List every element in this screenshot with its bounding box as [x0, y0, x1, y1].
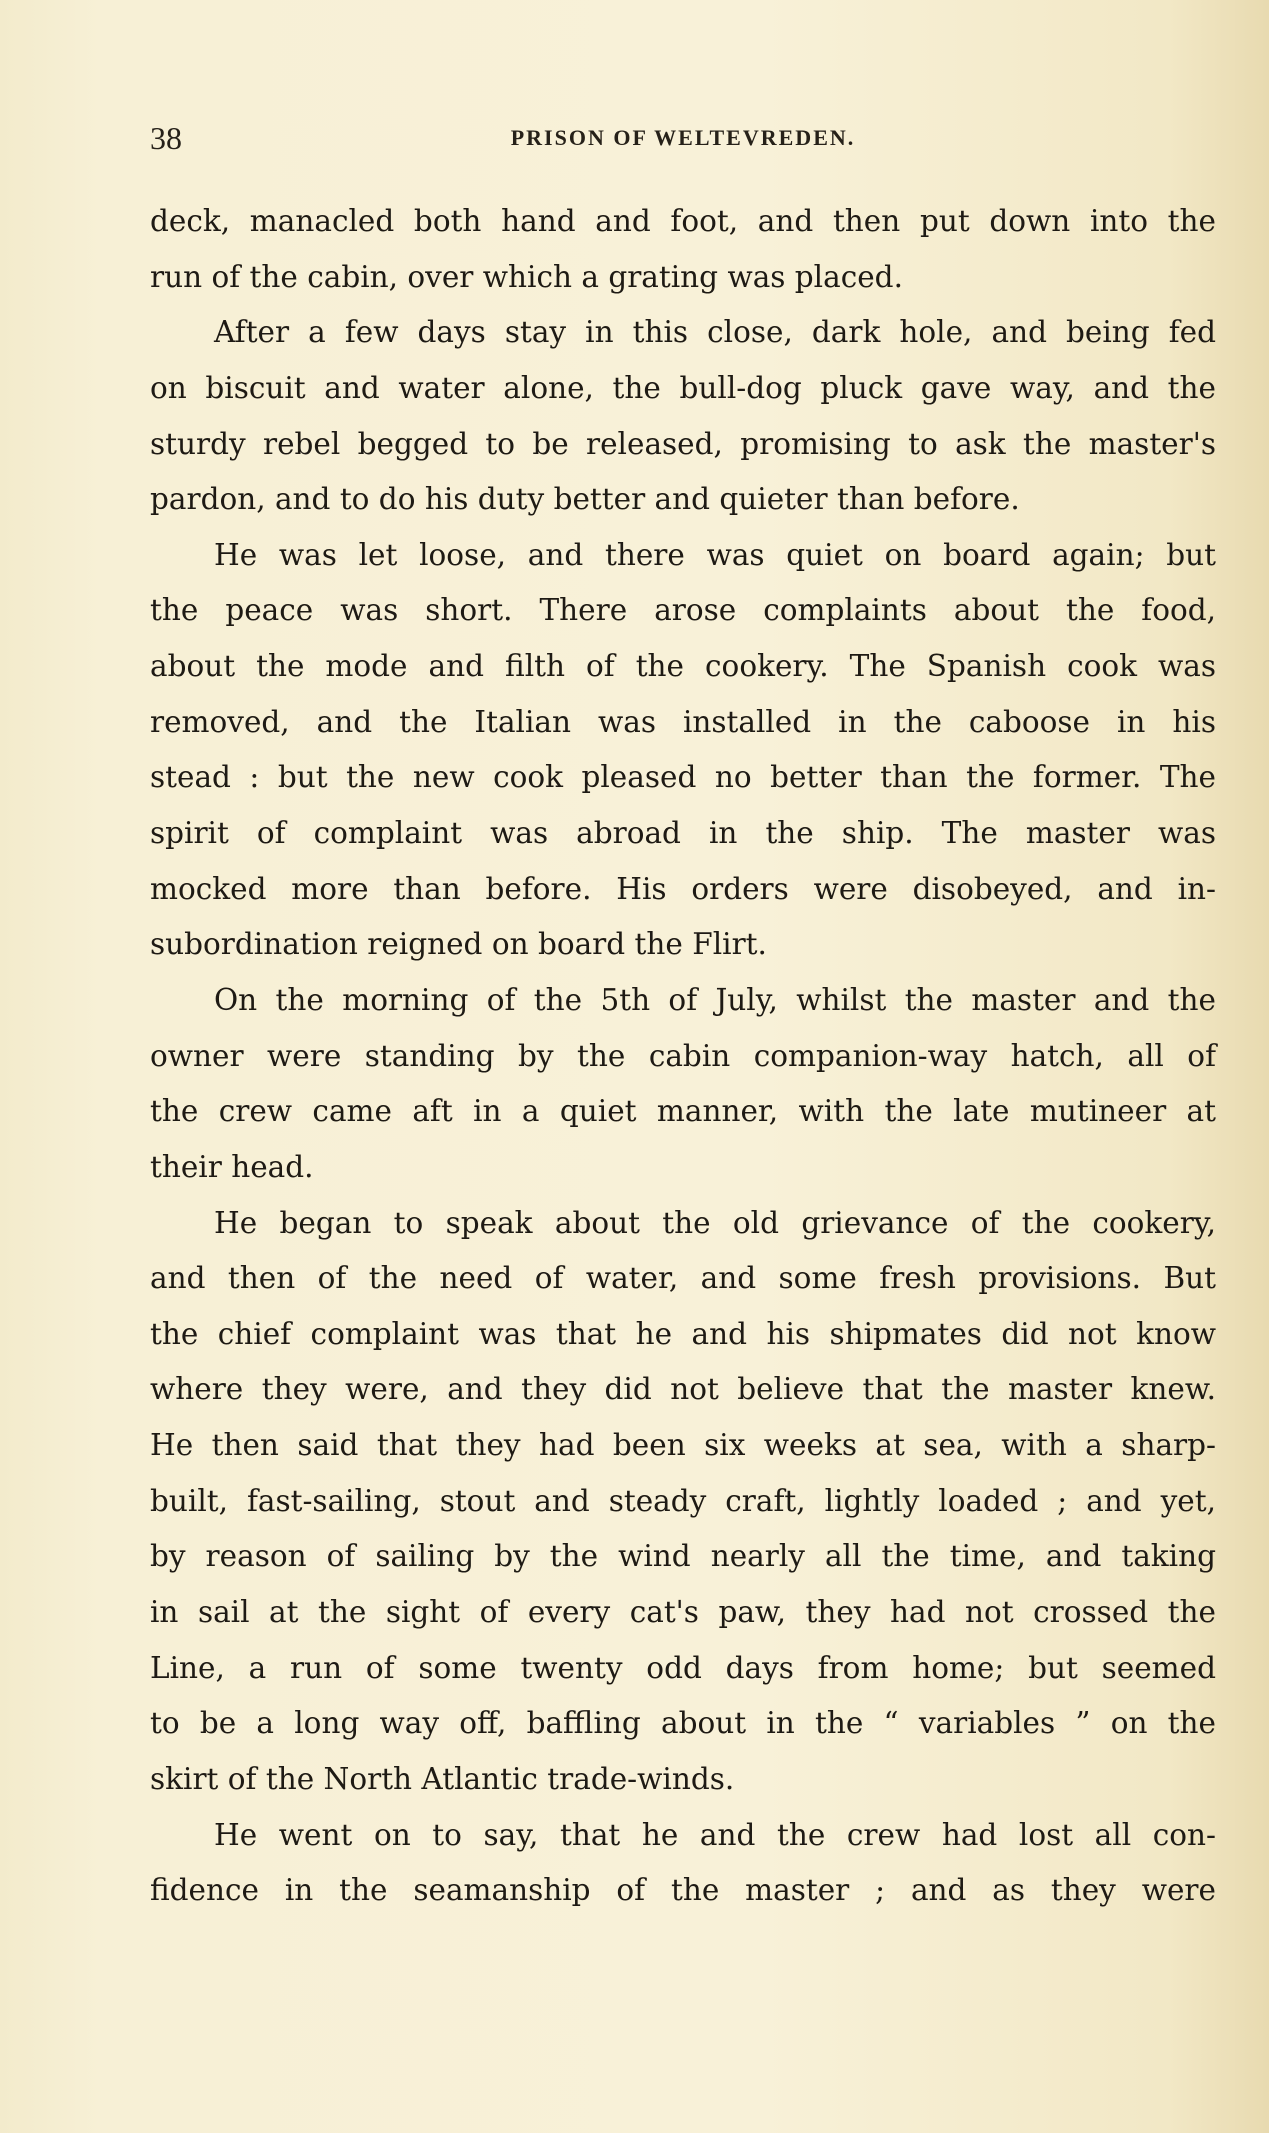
text-line: mocked more than before. His orders were disobeyed, and in- [150, 871, 1216, 906]
text-line: the chief complaint was that he and his shipmates did not know [150, 1316, 1216, 1351]
text-line: built, fast-sailing, stout and steady craft, lightly loaded ; and yet, [150, 1483, 1216, 1518]
text-line: on biscuit and water alone, the bull-dog pluck gave way, and the [150, 370, 1216, 405]
text-line: subordination reigned on board the Flirt. [150, 927, 767, 962]
text-line: After a few days stay in this close, dark hole, and being fed [214, 315, 1216, 350]
text-line: sturdy rebel begged to be released, promising to ask the master's [150, 426, 1216, 461]
text-line: the crew came aft in a quiet manner, with the late mutineer at [150, 1094, 1216, 1129]
text-line: He began to speak about the old grievance of the cookery, [214, 1205, 1216, 1240]
text-line: He then said that they had been six weeks at sea, with a sharp- [150, 1428, 1216, 1463]
text-line: owner were standing by the cabin companion-way hatch, all of [150, 1038, 1216, 1073]
text-line: by reason of sailing by the wind nearly all the time, and taking [150, 1539, 1216, 1574]
text-line: and then of the need of water, and some fresh provisions. But [150, 1261, 1216, 1296]
text-line: about the mode and filth of the cookery. The Spanish cook was [150, 649, 1216, 684]
text-line: their head. [150, 1149, 314, 1184]
page-header [150, 118, 1216, 158]
text-line: where they were, and they did not believe that the master knew. [150, 1372, 1216, 1407]
text-line: to be a long way off, baffling about in the “ variables ” on the [150, 1706, 1216, 1741]
text-line: pardon, and to do his duty better and quieter than before. [150, 482, 1020, 517]
text-line: fidence in the seamanship of the master ; and as they were [150, 1873, 1216, 1908]
text-line: deck, manacled both hand and foot, and then put down into the [150, 204, 1216, 238]
text-line: spirit of complaint was abroad in the ship. The master was [150, 816, 1216, 851]
text-line: in sail at the sight of every cat's paw, they had not crossed the [150, 1595, 1216, 1630]
page-number: 38 [150, 120, 182, 156]
text-line: He was let loose, and there was quiet on board again; but [214, 537, 1216, 572]
text-line: He went on to say, that he and the crew had lost all con- [214, 1817, 1216, 1852]
text-line: stead : but the new cook pleased no better than the former. The [150, 760, 1216, 795]
text-line: Line, a run of some twenty odd days from home; but seemed [150, 1650, 1216, 1685]
text-line: skirt of the North Atlantic trade-winds. [150, 1761, 735, 1796]
text-line: On the morning of the 5th of July, whilst the master and the [214, 982, 1216, 1017]
text-line: the peace was short. There arose complaints about the food, [150, 593, 1216, 628]
text-line: run of the cabin, over which a grating was placed. [150, 259, 903, 294]
running-head: PRISON OF WELTEVREDEN. [510, 125, 856, 150]
text-line: removed, and the Italian was installed in the caboose in his [150, 704, 1216, 739]
body-text [150, 194, 1216, 1919]
